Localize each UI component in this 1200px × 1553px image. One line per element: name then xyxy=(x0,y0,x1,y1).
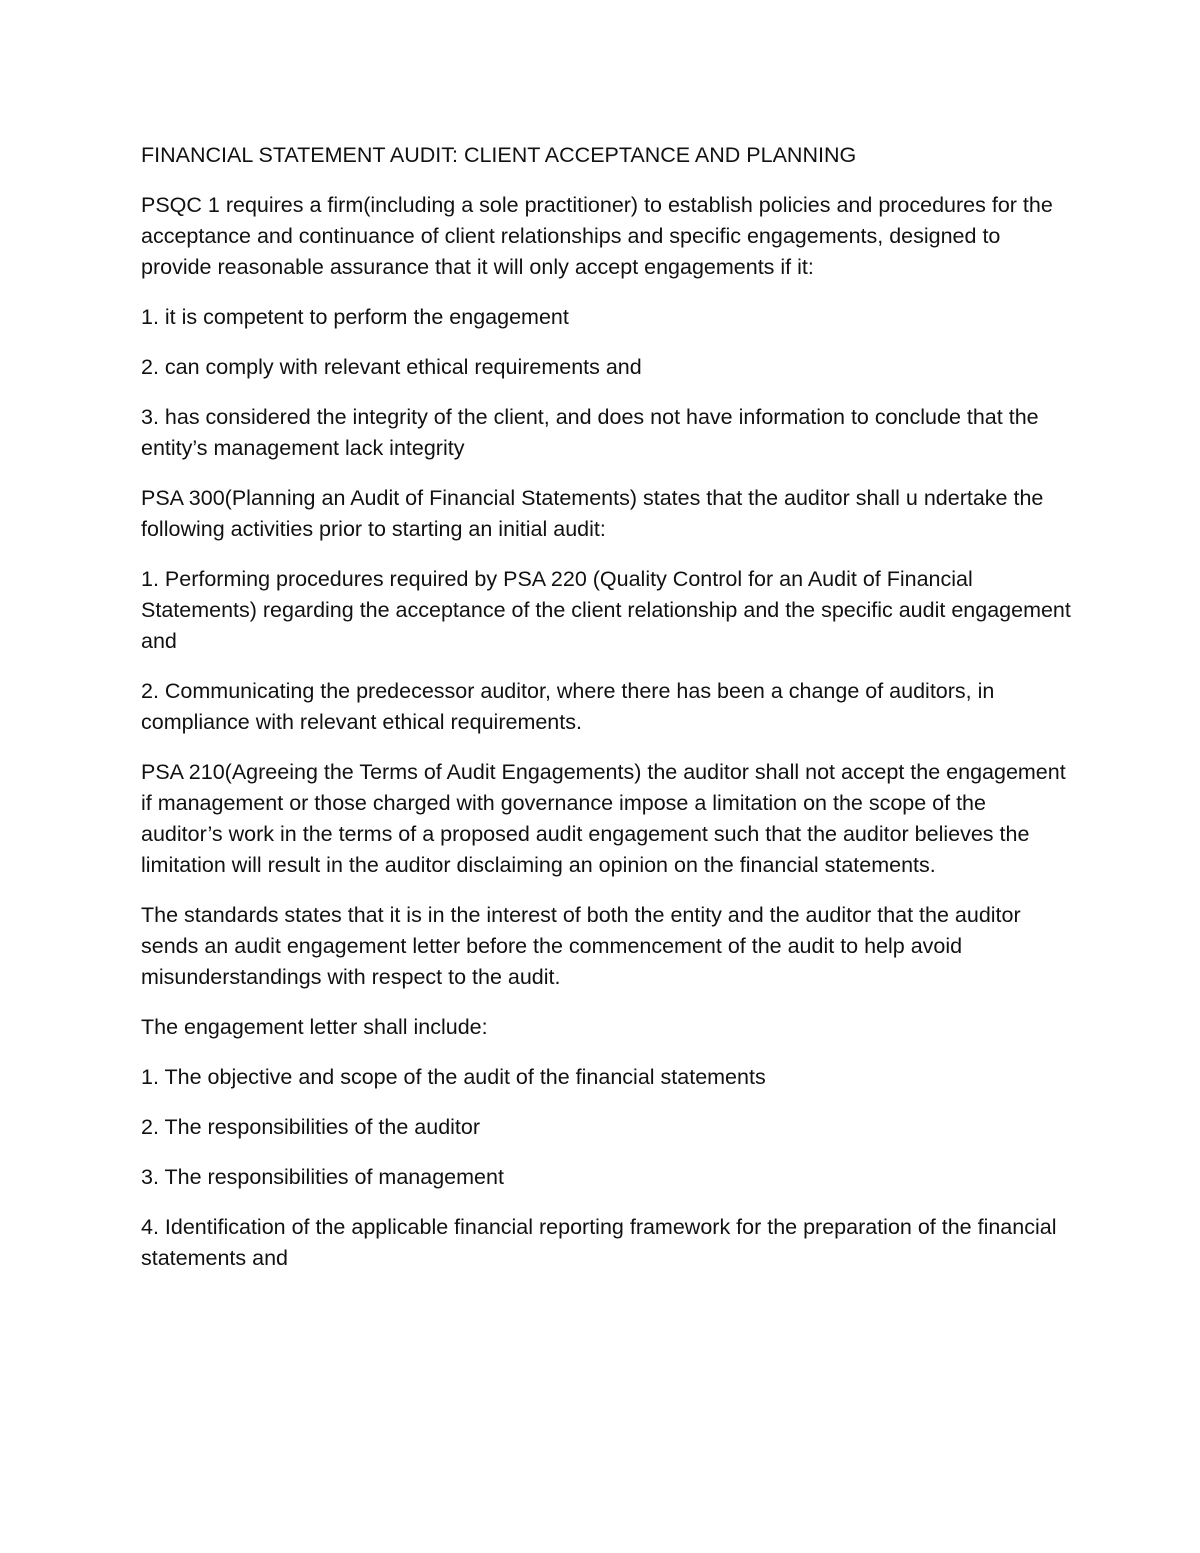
psqc-list-item-3: 3. has considered the integrity of the client, and does not have information to conclude that the entity’s management lack integrity xyxy=(141,405,1039,460)
psa300-list-item-2: 2. Communicating the predecessor auditor, where there has been a change of auditors, in compliance with relevant ethical requirements. xyxy=(141,679,995,734)
engagement-letter-item-4: 4. Identification of the applicable financial reporting framework for the preparation of the financial statements and xyxy=(141,1215,1057,1270)
psa300-list-item-1: 1. Performing procedures required by PSA 220 (Quality Control for an Audit of Financial Statements) regarding the acceptance of the client relationship and the specific audit engagement and xyxy=(141,567,1071,653)
document-body xyxy=(141,140,1071,1293)
psqc-list-item-2: 2. can comply with relevant ethical requirements and xyxy=(141,355,642,379)
engagement-letter-item-2: 2. The responsibilities of the auditor xyxy=(141,1115,481,1139)
standards-paragraph: The standards states that it is in the interest of both the entity and the auditor that the auditor sends an audit engagement letter before the commencement of the audit to help avoid misunderstandings with respect to the audit. xyxy=(141,903,1021,989)
psqc-intro-paragraph: PSQC 1 requires a firm(including a sole practitioner) to establish policies and procedures for the acceptance and continuance of client relationships and specific engagements, designed to provide reasonable assurance that it will only accept engagements if it: xyxy=(141,193,1053,279)
psa210-paragraph: PSA 210(Agreeing the Terms of Audit Engagements) the auditor shall not accept the engagement if management or those charged with governance impose a limitation on the scope of the auditor’s work in the terms of a proposed audit engagement such that the auditor believes the limitation will result in the auditor disclaiming an opinion on the financial statements. xyxy=(141,760,1066,877)
engagement-letter-intro: The engagement letter shall include: xyxy=(141,1015,488,1039)
document-title: FINANCIAL STATEMENT AUDIT: CLIENT ACCEPTANCE AND PLANNING xyxy=(141,143,857,167)
engagement-letter-item-3: 3. The responsibilities of management xyxy=(141,1165,504,1189)
engagement-letter-item-1: 1. The objective and scope of the audit of the financial statements xyxy=(141,1065,766,1089)
psqc-list-item-1: 1. it is competent to perform the engagement xyxy=(141,305,569,329)
psa300-intro-paragraph: PSA 300(Planning an Audit of Financial Statements) states that the auditor shall u ndertake the following activities prior to starting an initial audit: xyxy=(141,486,1044,541)
